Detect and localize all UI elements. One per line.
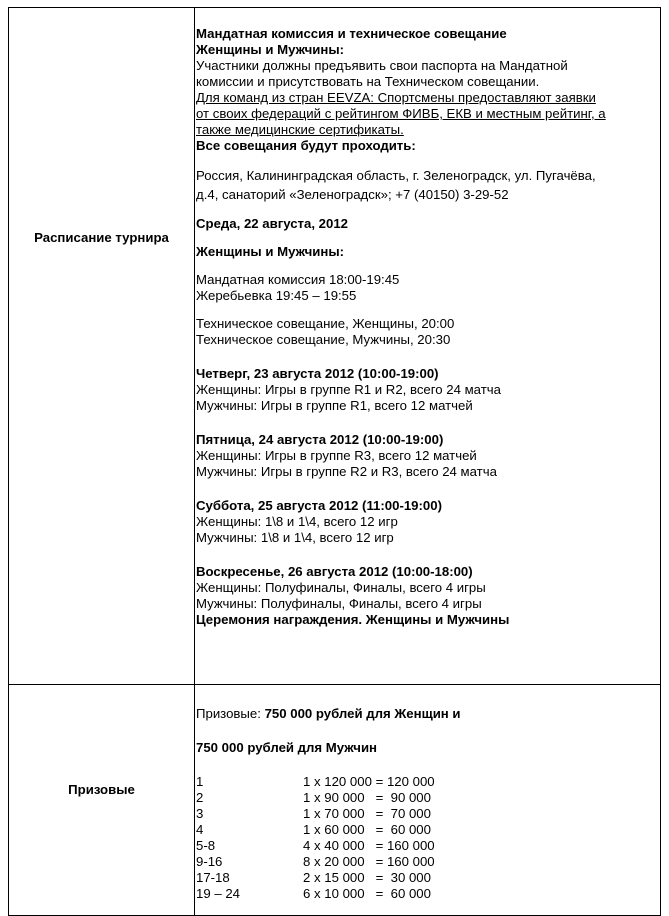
wed-line: Техническое совещание, Женщины, 20:00 [196, 316, 455, 331]
schedule-content [196, 26, 658, 628]
wed-line: Техническое совещание, Мужчины, 20:30 [196, 332, 451, 347]
sun-line: Мужчины: Полуфиналы, Финалы, всего 4 игры [196, 596, 482, 611]
prize-row [196, 838, 658, 854]
prize-place: 19 – 24 [196, 886, 240, 901]
sun-title: Воскресенье, 26 августа 2012 (10:00-18:00) [196, 564, 473, 579]
prize-calc: 4 x 40 000 = 160 000 [303, 838, 435, 853]
prize-place: 9-16 [196, 854, 223, 869]
sat-title: Суббота, 25 августа 2012 (11:00-19:00) [196, 498, 442, 513]
row-divider [9, 684, 660, 685]
intro-line: Участники должны предъявить свои паспорта на Мандатной [196, 58, 568, 73]
eevza-note: Для команд из стран EEVZA: Спортсмены предоставляют заявки [196, 90, 596, 105]
eevza-note: от своих федераций с рейтингом ФИВБ, ЕКВ и местным рейтинг, а [196, 106, 606, 121]
prize-place: 17-18 [196, 870, 230, 885]
thu-line: Женщины: Игры в группе R1 и R2, всего 24 матча [196, 382, 501, 397]
fri-line: Мужчины: Игры в группе R2 и R3, всего 24 матча [196, 464, 497, 479]
prize-place: 4 [196, 822, 204, 837]
eevza-note: также медицинские сертификаты. [196, 122, 404, 137]
prize-place: 3 [196, 806, 204, 821]
schedule-table [8, 7, 661, 916]
prize-row [196, 774, 658, 790]
prize-row [196, 886, 658, 902]
prize-row [196, 822, 658, 838]
prize-row [196, 870, 658, 886]
schedule-label: Расписание турнира [34, 230, 169, 245]
prize-row [196, 790, 658, 806]
prize-calc: 2 x 15 000 = 30 000 [303, 870, 431, 885]
prize-place: 5-8 [196, 838, 216, 853]
intro-line: комиссии и присутствовать на Техническом совещании. [196, 74, 540, 89]
prizes-intro [196, 706, 658, 722]
prizes-content [196, 706, 658, 902]
prize-calc: 6 x 10 000 = 60 000 [303, 886, 431, 901]
thu-line: Мужчины: Игры в группе R1, всего 12 матчей [196, 398, 473, 413]
meetings-title: Все совещания будут проходить: [196, 138, 416, 153]
prize-row [196, 806, 658, 822]
address-line: д.4, санаторий «Зеленоградск»; +7 (40150) 3-29-52 [196, 187, 509, 202]
wed-line: Мандатная комиссия 18:00-19:45 [196, 272, 400, 287]
prize-row [196, 854, 658, 870]
prize-place: 1 [196, 774, 204, 789]
prizes-women: 750 000 рублей для Женщин и [264, 706, 461, 721]
prizes-men: 750 000 рублей для Мужчин [196, 740, 378, 755]
thu-title: Четверг, 23 августа 2012 (10:00-19:00) [196, 366, 439, 381]
prize-table [196, 774, 658, 902]
intro-title: Мандатная комиссия и техническое совещание [196, 26, 507, 41]
intro-subtitle: Женщины и Мужчины: [196, 42, 344, 57]
prizes-prefix: Призовые: [196, 706, 265, 721]
prize-calc: 1 x 70 000 = 70 000 [303, 806, 431, 821]
wed-line: Жеребьевка 19:45 – 19:55 [196, 288, 357, 303]
prizes-label: Призовые [68, 782, 135, 797]
sun-line: Женщины: Полуфиналы, Финалы, всего 4 игры [196, 580, 486, 595]
prize-calc: 1 x 60 000 = 60 000 [303, 822, 431, 837]
prize-calc: 1 x 120 000 = 120 000 [303, 774, 435, 789]
wed-title: Среда, 22 августа, 2012 [196, 216, 349, 231]
prize-place: 2 [196, 790, 204, 805]
column-divider [194, 8, 195, 915]
prize-calc: 1 x 90 000 = 90 000 [303, 790, 431, 805]
ceremony-line: Церемония награждения. Женщины и Мужчины [196, 612, 510, 627]
wed-subtitle: Женщины и Мужчины: [196, 244, 344, 259]
fri-line: Женщины: Игры в группе R3, всего 12 матчей [196, 448, 477, 463]
sat-line: Женщины: 1\8 и 1\4, всего 12 игр [196, 514, 398, 529]
address-line: Россия, Калининградская область, г. Зеленоградск, ул. Пугачёва, [196, 168, 596, 183]
sat-line: Мужчины: 1\8 и 1\4, всего 12 игр [196, 530, 394, 545]
prize-calc: 8 x 20 000 = 160 000 [303, 854, 435, 869]
fri-title: Пятница, 24 августа 2012 (10:00-19:00) [196, 432, 444, 447]
